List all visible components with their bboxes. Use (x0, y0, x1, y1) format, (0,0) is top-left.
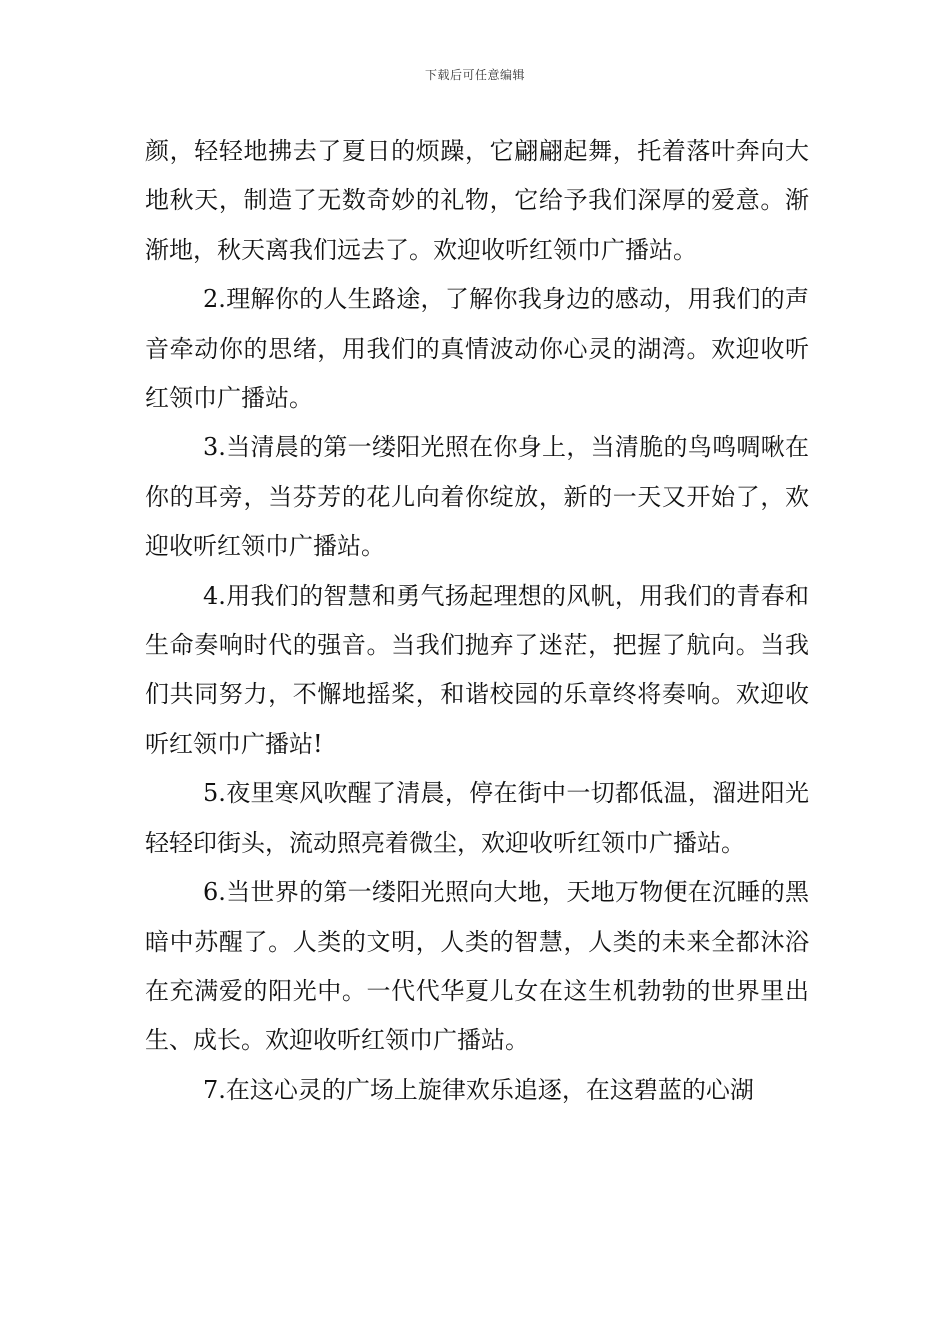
page-header-note: 下载后可任意编辑 (424, 68, 525, 82)
paragraph-item-5: 5.夜里寒风吹醒了清晨，停在街中一切都低温，溜进阳光轻轻印街头，流动照亮着微尘，欢迎收听红领巾广播站。 (145, 779, 809, 857)
paragraph-item-7: 7.在这心灵的广场上旋律欢乐追逐，在这碧蓝的心湖 (203, 1075, 754, 1104)
paragraph-item-6: 6.当世界的第一缕阳光照向大地，天地万物便在沉睡的黑暗中苏醒了。人类的文明，人类的智慧，人类的未来全都沐浴 在充满爱的阳光中。一代代华夏儿女在这生机勃勃的世界里出生、成长。欢迎收听红领巾广播站。 (145, 878, 833, 1055)
paragraph-item-3: 3.当清晨的第一缕阳光照在你身上，当清脆的鸟鸣啁啾在你的耳旁，当芬芳的花儿向着你绽放，新的一天又开始了，欢迎收听红领巾广播站。 (145, 433, 809, 561)
document-body (145, 127, 833, 1115)
paragraph-continuation: 颜，轻轻地拂去了夏日的烦躁，它翩翩起舞，托着落叶奔向大地秋天，制造了无数奇妙的礼物，它给予我们深厚的爱意。渐渐地，秋天离我们远去了。欢迎收听红领巾广播站。 (145, 137, 809, 264)
paragraph-item-2: 2.理解你的人生路途，了解你我身边的感动，用我们的声音牵动你的思绪，用我们的真情波动你心灵的湖湾。欢迎收听红领巾广播站。 (145, 285, 809, 413)
paragraph-item-4: 4.用我们的智慧和勇气扬起理想的风帆，用我们的青春和生命奏响时代的强音。当我们抛弃了迷茫，把握了航向。当我们共同努力，不懈地摇桨，和谐校园的乐章终将奏响。欢迎收听红领巾广播站! (145, 581, 809, 758)
